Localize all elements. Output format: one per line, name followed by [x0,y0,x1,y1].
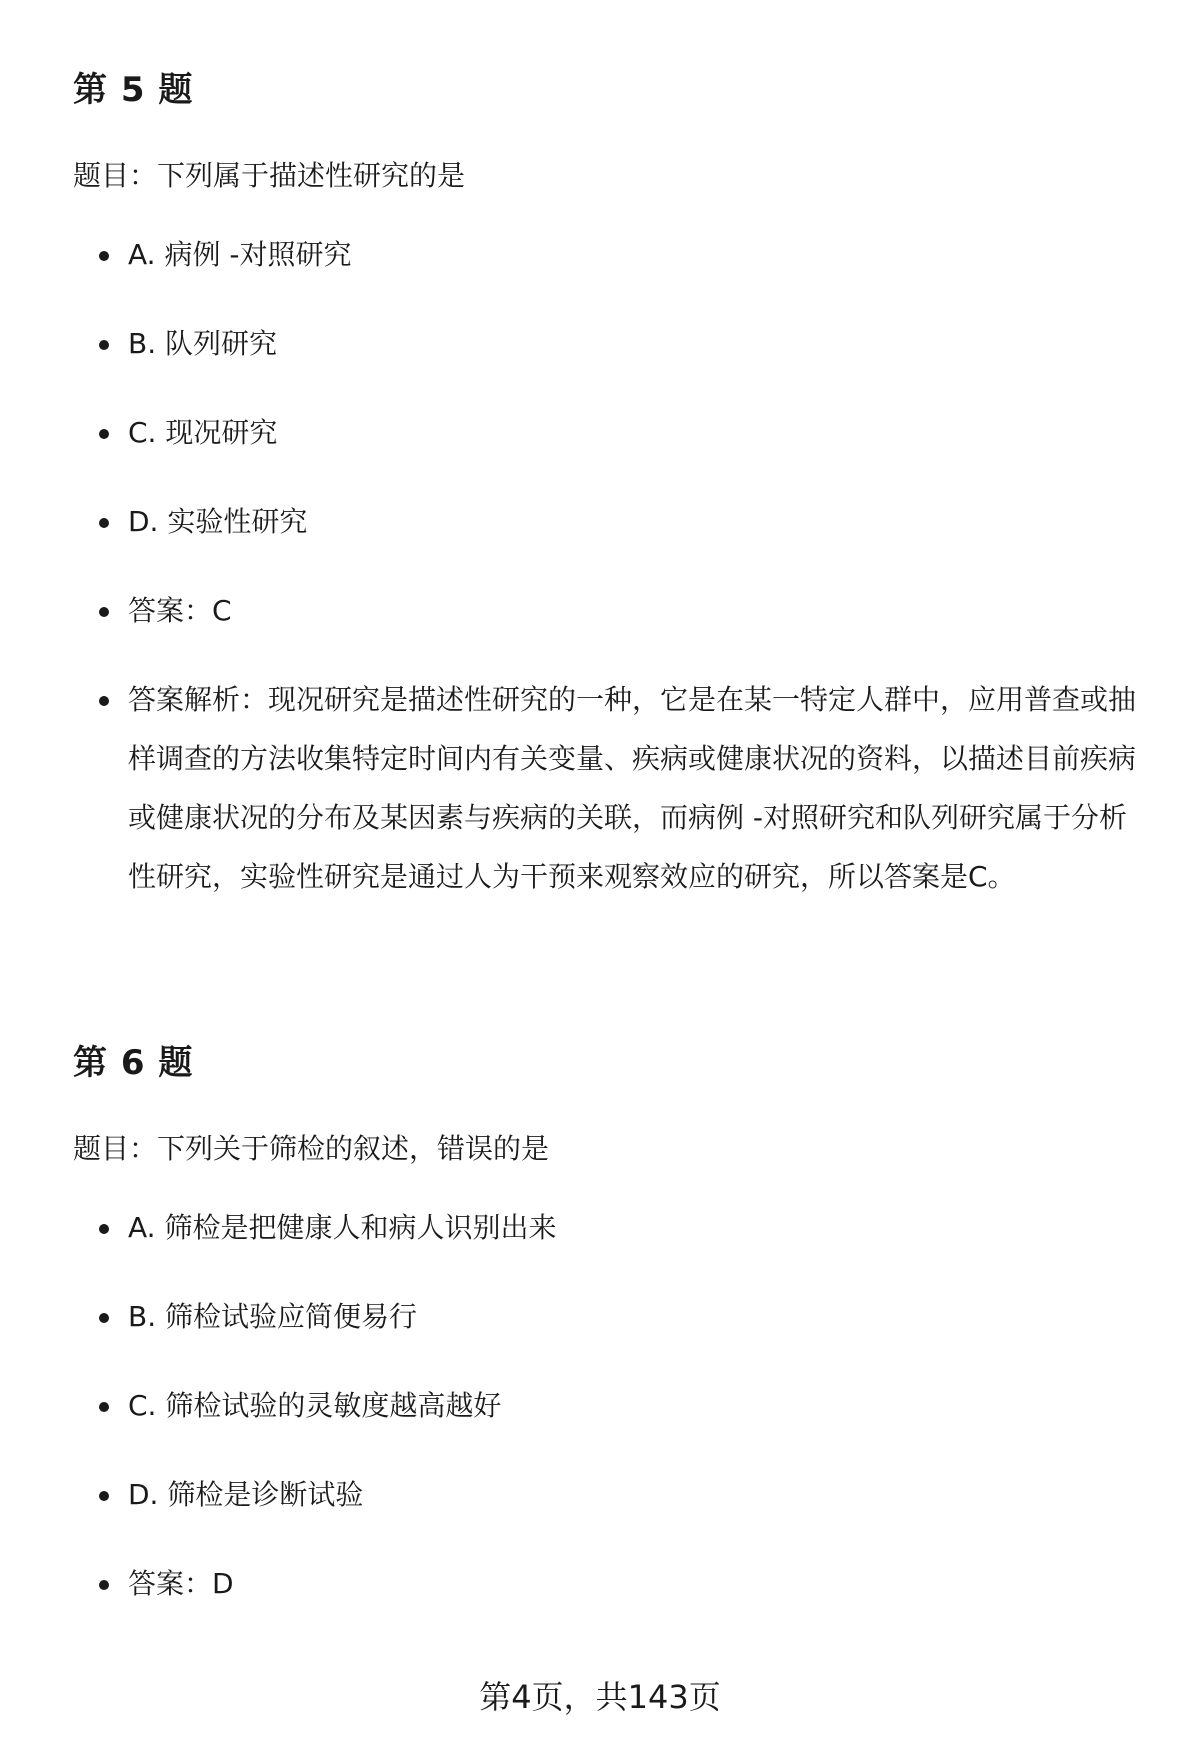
bullet-icon [99,429,109,439]
option-text: D. 筛检是诊断试验 [128,1478,364,1511]
bullet-icon [99,1580,109,1590]
option-text: B. 队列研究 [128,327,278,360]
bullet-icon [99,251,109,261]
option-text: D. 实验性研究 [128,505,308,538]
bullet-icon [99,518,109,528]
answer [73,1564,1148,1604]
bullet-icon [99,607,109,617]
question-5 [73,68,1148,906]
option-c [73,1386,1148,1426]
bullet-icon [99,1224,109,1234]
option-a [73,1208,1148,1248]
option-d [73,1475,1148,1515]
answer-explanation [73,670,1148,906]
bullet-icon [99,340,109,350]
option-c [73,413,1148,453]
option-list [73,235,1148,906]
option-text: C. 筛检试验的灵敏度越高越好 [128,1389,502,1422]
bullet-icon [99,1491,109,1501]
question-stem: 题目：下列关于筛检的叙述，错误的是 [73,1132,550,1165]
option-text: C. 现况研究 [128,416,278,449]
option-list [73,1208,1148,1604]
answer [73,591,1148,631]
bullet-icon [99,1402,109,1412]
answer-text: 答案：D [128,1567,234,1600]
option-a [73,235,1148,275]
question-stem: 题目：下列属于描述性研究的是 [73,159,466,192]
page-footer: 第4页，共143页 [479,1678,721,1716]
option-text: A. 筛检是把健康人和病人识别出来 [128,1211,557,1244]
option-text: A. 病例 -对照研究 [128,238,352,271]
bullet-icon [99,1313,109,1323]
question-6 [73,1041,1148,1604]
option-d [73,502,1148,542]
question-title: 第 5 题 [73,70,194,110]
option-b [73,1297,1148,1337]
option-text: B. 筛检试验应简便易行 [128,1300,418,1333]
question-title: 第 6 题 [73,1043,194,1083]
answer-text: 答案：C [128,594,232,627]
option-b [73,324,1148,364]
bullet-icon [99,696,109,706]
explanation-text: 答案解析：现况研究是描述性研究的一种，它是在某一特定人群中，应用普查或抽样调查的方法收集特定时间内有关变量、疾病或健康状况的资料，以描述目前疾病或健康状况的分布及某因素与疾病的关联，而病例 -对照研究和队列研究属于分析性研究，实验性研究是通过人为干预来观察效应的研究，所以答案是C。 [128,683,1137,893]
